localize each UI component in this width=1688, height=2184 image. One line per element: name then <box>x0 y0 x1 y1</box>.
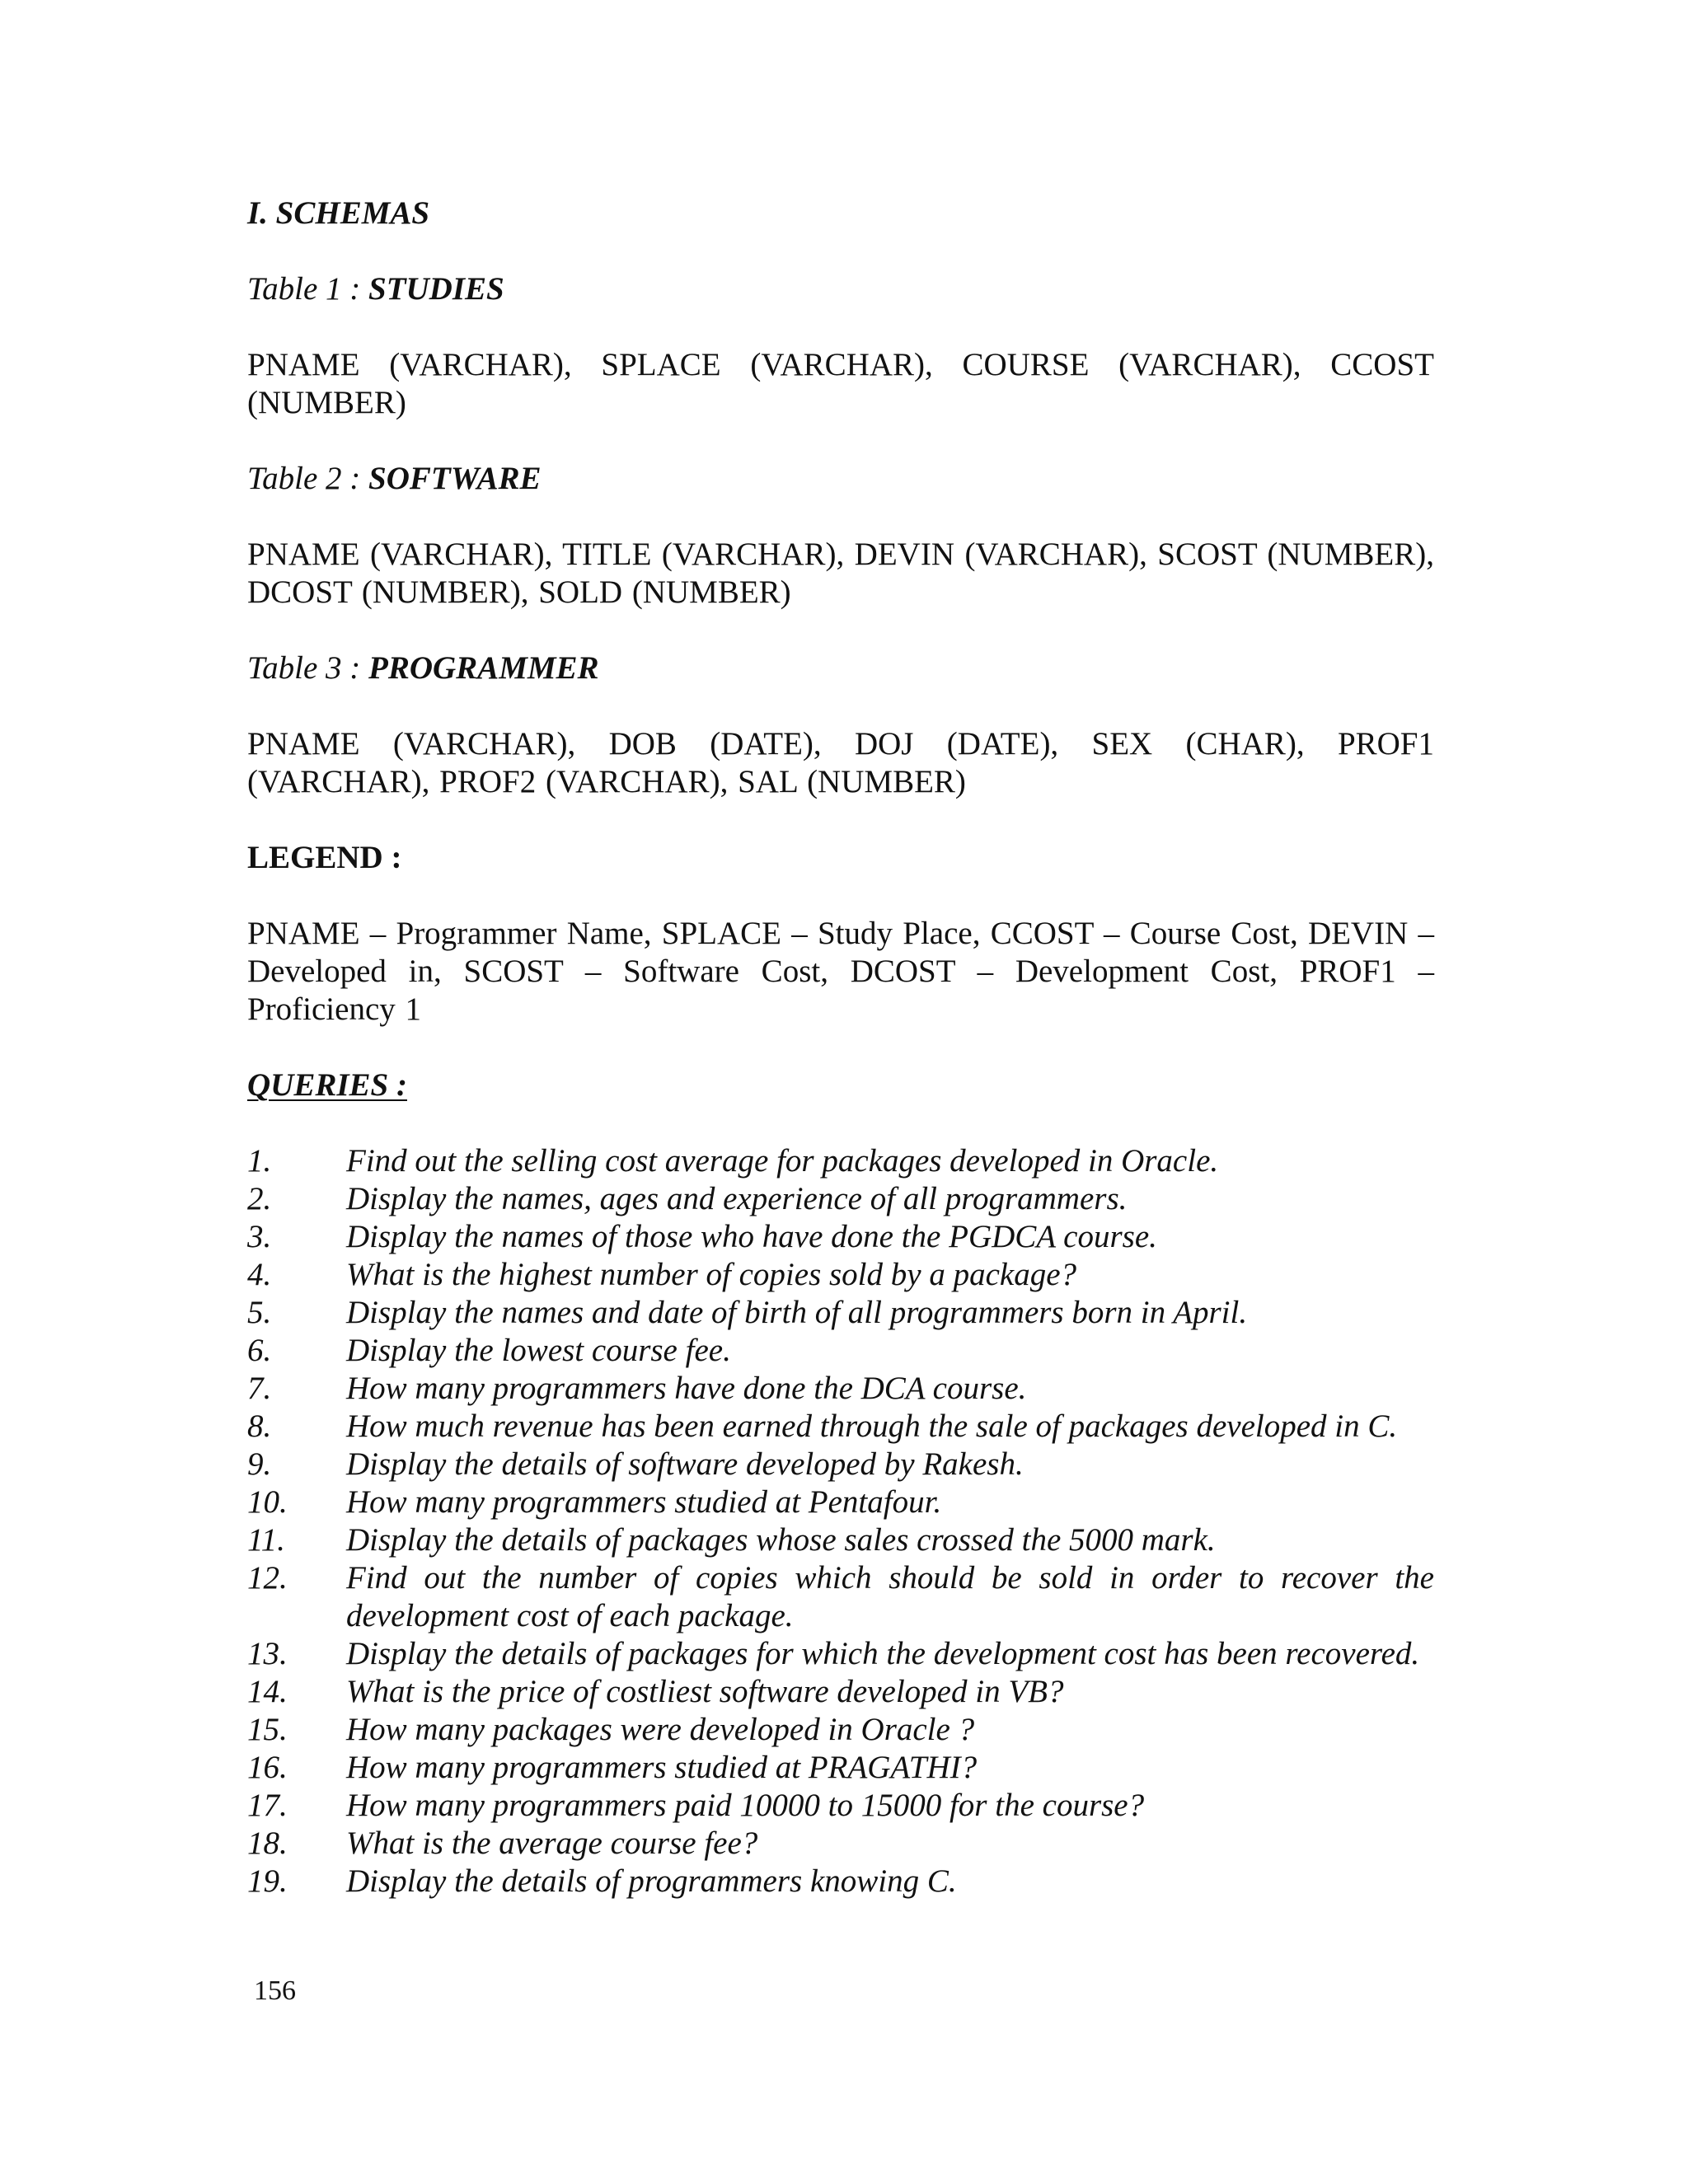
table-2-columns: PNAME (VARCHAR), TITLE (VARCHAR), DEVIN (VARCHAR), SCOST (NUMBER), DCOST (NUMBER), SOLD (NUMBER) <box>247 537 1434 610</box>
query-text: How many programmers studied at Pentafour. <box>346 1484 942 1520</box>
spacer <box>247 687 1434 725</box>
query-number: 8. <box>247 1408 272 1444</box>
query-number: 9. <box>247 1446 272 1482</box>
query-text: How many programmers studied at PRAGATHI? <box>346 1750 978 1785</box>
query-number: 13. <box>247 1636 288 1671</box>
list-item <box>247 1863 1434 1900</box>
legend-title: LEGEND : <box>247 840 402 875</box>
document-page <box>247 194 1434 1900</box>
query-text: How much revenue has been earned through the sale of packages developed in C. <box>346 1408 1398 1444</box>
list-item <box>247 1521 1434 1559</box>
query-text: What is the highest number of copies sold by a package? <box>346 1257 1077 1292</box>
query-number: 16. <box>247 1750 288 1785</box>
list-item <box>247 1446 1434 1483</box>
section-title: I. SCHEMAS <box>247 195 430 231</box>
list-item <box>247 1483 1434 1521</box>
query-number: 12. <box>247 1560 288 1596</box>
query-number: 19. <box>247 1863 288 1899</box>
spacer <box>247 308 1434 346</box>
spacer <box>247 232 1434 270</box>
query-text: Display the details of software developed by Rakesh. <box>346 1446 1024 1482</box>
query-number: 3. <box>247 1219 272 1254</box>
query-text: Display the names, ages and experience of all programmers. <box>346 1181 1128 1216</box>
list-item <box>247 1142 1434 1180</box>
query-number: 18. <box>247 1825 288 1861</box>
query-number: 10. <box>247 1484 288 1520</box>
table-2-heading <box>247 460 1434 498</box>
list-item <box>247 1180 1434 1218</box>
query-text: Display the details of packages whose sales crossed the 5000 mark. <box>346 1522 1216 1558</box>
queries-title: QUERIES : <box>247 1067 407 1103</box>
list-item <box>247 1559 1434 1635</box>
table-2-name: SOFTWARE <box>368 461 542 496</box>
table-1-name: STUDIES <box>368 271 504 307</box>
spacer <box>247 498 1434 536</box>
query-text: Display the names and date of birth of all programmers born in April. <box>346 1295 1248 1330</box>
list-item <box>247 1294 1434 1332</box>
query-number: 5. <box>247 1295 272 1330</box>
table-3-columns: PNAME (VARCHAR), DOB (DATE), DOJ (DATE), SEX (CHAR), PROF1 (VARCHAR), PROF2 (VARCHAR), SAL (NUMBER) <box>247 726 1434 799</box>
spacer <box>247 877 1434 915</box>
list-item <box>247 1825 1434 1863</box>
table-3-name: PROGRAMMER <box>368 650 599 686</box>
table-1-columns: PNAME (VARCHAR), SPLACE (VARCHAR), COURSE (VARCHAR), CCOST (NUMBER) <box>247 347 1434 420</box>
query-text: How many packages were developed in Oracle ? <box>346 1712 975 1747</box>
query-text: How many programmers have done the DCA course. <box>346 1371 1027 1406</box>
spacer <box>247 612 1434 649</box>
query-number: 17. <box>247 1788 288 1823</box>
query-number: 7. <box>247 1371 272 1406</box>
list-item <box>247 1408 1434 1446</box>
list-item <box>247 1370 1434 1408</box>
table-3-prefix: Table 3 : <box>247 650 368 686</box>
spacer <box>247 801 1434 839</box>
query-number: 4. <box>247 1257 272 1292</box>
spacer <box>247 422 1434 460</box>
table-1-prefix: Table 1 : <box>247 271 368 307</box>
table-2-prefix: Table 2 : <box>247 461 368 496</box>
query-text: Display the details of packages for which the development cost has been recovered. <box>346 1636 1420 1671</box>
query-text: Find out the selling cost average for packages developed in Oracle. <box>346 1143 1219 1179</box>
query-text: What is the average course fee? <box>346 1825 758 1861</box>
list-item <box>247 1218 1434 1256</box>
query-text: Find out the number of copies which should be sold in order to recover the development cost of each package. <box>346 1560 1434 1633</box>
page-number: 156 <box>254 1975 296 2006</box>
query-text: Display the names of those who have done the PGDCA course. <box>346 1219 1157 1254</box>
queries-list <box>247 1142 1434 1900</box>
query-number: 2. <box>247 1181 272 1216</box>
list-item <box>247 1711 1434 1749</box>
query-number: 11. <box>247 1522 285 1558</box>
list-item <box>247 1749 1434 1787</box>
list-item <box>247 1332 1434 1370</box>
list-item <box>247 1787 1434 1825</box>
table-3-heading <box>247 649 1434 687</box>
query-text: What is the price of costliest software developed in VB? <box>346 1674 1064 1709</box>
query-number: 14. <box>247 1674 288 1709</box>
query-text: How many programmers paid 10000 to 15000 for the course? <box>346 1788 1145 1823</box>
legend-text: PNAME – Programmer Name, SPLACE – Study Place, CCOST – Course Cost, DEVIN – Developed in, SCOST – Software Cost, DCOST – Development Cost, PROF1 – Proficiency 1 <box>247 916 1434 1027</box>
spacer <box>247 1104 1434 1142</box>
query-number: 15. <box>247 1712 288 1747</box>
query-text: Display the details of programmers knowing C. <box>346 1863 957 1899</box>
table-1-heading <box>247 270 1434 308</box>
spacer <box>247 1029 1434 1066</box>
list-item <box>247 1256 1434 1294</box>
list-item <box>247 1673 1434 1711</box>
list-item <box>247 1635 1434 1673</box>
query-text: Display the lowest course fee. <box>346 1333 731 1368</box>
query-number: 1. <box>247 1143 272 1179</box>
query-number: 6. <box>247 1333 272 1368</box>
